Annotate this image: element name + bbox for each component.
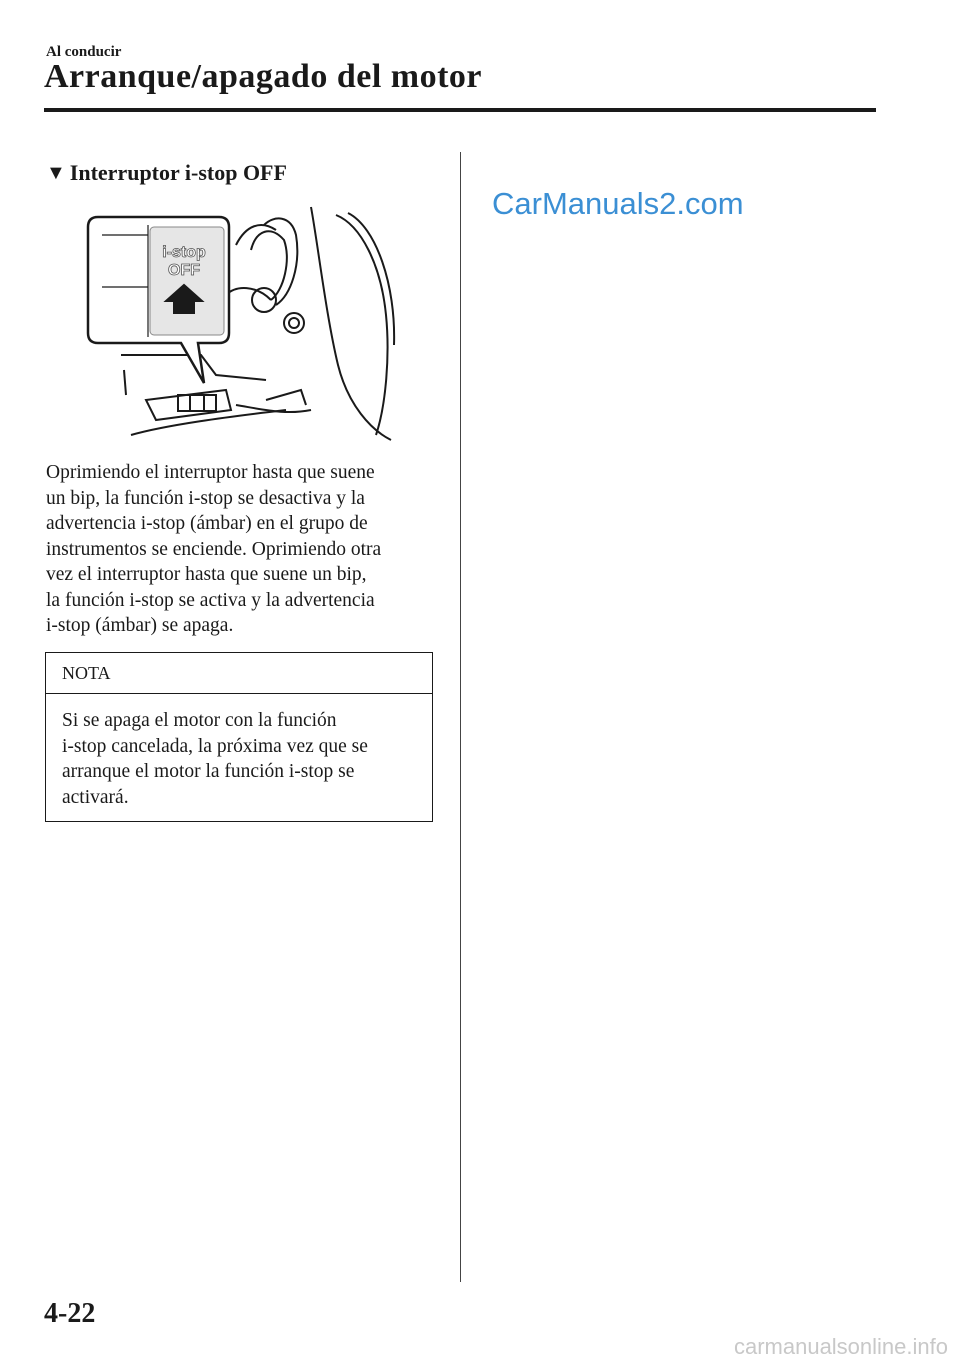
switch-label-line1: i-stop bbox=[162, 244, 206, 261]
istop-switch-illustration bbox=[86, 205, 396, 445]
note-line: i-stop cancelada, la próxima vez que se bbox=[62, 735, 368, 757]
note-heading: NOTA bbox=[46, 653, 432, 694]
body-line: un bip, la función i-stop se desactiva y la bbox=[46, 487, 365, 509]
note-line: arranque el motor la función i-stop se bbox=[62, 761, 355, 782]
page-number: 4-22 bbox=[44, 1298, 96, 1329]
body-line: vez el interruptor hasta que suene un bip, bbox=[46, 564, 367, 585]
watermark-bottom: carmanualsonline.info bbox=[733, 1334, 948, 1359]
page-title: Arranque/apagado del motor bbox=[44, 58, 482, 95]
header-rule bbox=[44, 108, 876, 112]
section-header-kicker: Al conducir bbox=[46, 44, 122, 60]
section-title bbox=[46, 160, 287, 186]
note-line: activará. bbox=[62, 786, 129, 808]
watermark-top: CarManuals2.com bbox=[492, 186, 744, 221]
body-line: la función i-stop se activa y la advertencia bbox=[46, 589, 375, 611]
body-line: instrumentos se enciende. Oprimiendo otra bbox=[46, 538, 382, 560]
column-divider bbox=[460, 152, 461, 1282]
body-line: i-stop (ámbar) se apaga. bbox=[46, 615, 234, 636]
note-box bbox=[45, 652, 433, 822]
switch-label-line2: OFF bbox=[168, 262, 200, 279]
body-line: Oprimiendo el interruptor hasta que suene bbox=[46, 462, 375, 483]
section-title-text: Interruptor i-stop OFF bbox=[69, 160, 287, 185]
body-line: advertencia i-stop (ámbar) en el grupo de bbox=[46, 513, 368, 534]
body-paragraph bbox=[46, 460, 438, 639]
note-body bbox=[46, 694, 432, 810]
note-line: Si se apaga el motor con la función bbox=[62, 710, 337, 731]
triangle-down-icon: ▼ bbox=[46, 161, 66, 184]
